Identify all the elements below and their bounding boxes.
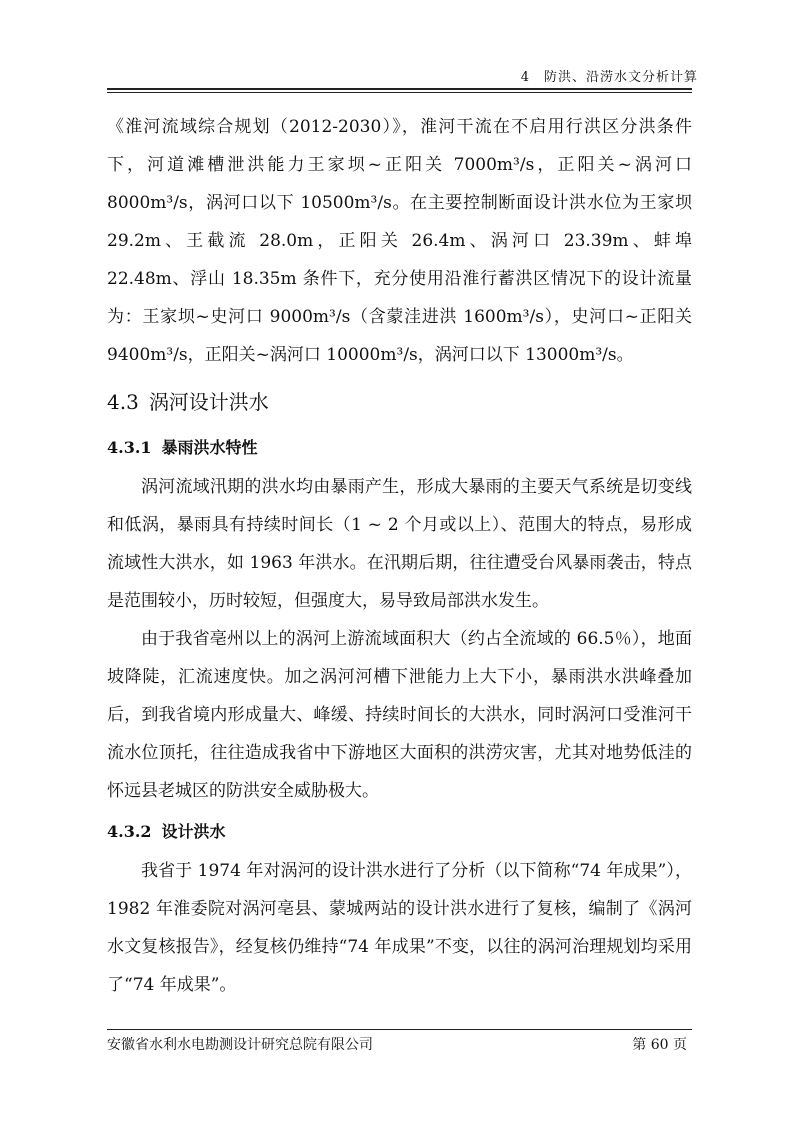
flood-formation-paragraph: 由于我省亳州以上的涡河上游流域面积大（约占全流域的 66.5％），地面坡降陡，汇流速度快。加之涡河河槽下泄能力上大下小，暴雨洪水洪峰叠加后，到我省境内形成量大、峰缓、持续时间长的大洪水，同时涡河口受淮河干流水位顶托，往往造成我省中下游地区大面积的洪涝灾害，尤其对地势低洼的怀远县老城区的防洪安全威胁极大。 [107, 629, 692, 801]
intro-paragraph: 《淮河流域综合规划（2012-2030）》，淮河干流在不启用行洪区分洪条件下，河道滩槽泄洪能力王家坝~正阳关 7000m³/s，正阳关~涡河口 8000m³/s，涡河口以下 10500m³/s。在主要控制断面设计洪水位为王家坝 29.2m、王截流 28.0m，正阳关 26.4m、涡河口 23.39m、蚌埠 22.48m、浮山 18.35m 条件下，充分使用沿淮行蓄洪区情况下的设计流量为：王家坝~史河口 9000m³/s（含蒙洼进洪 1600m³/s），史河口~正阳关 9400m³/s，正阳关~涡河口 10000m³/s，涡河口以下 13000m³/s。 [107, 117, 692, 365]
page-number: 第 60 页 [632, 1037, 687, 1053]
header-rule [107, 88, 692, 90]
subsection-heading-4-3-1 [107, 428, 692, 468]
footer-rule [107, 1029, 692, 1030]
section-heading-4-3 [107, 382, 692, 422]
subsection-title: 设计洪水 [161, 822, 226, 841]
storm-characteristics-paragraph: 涡河流域汛期的洪水均由暴雨产生，形成大暴雨的主要天气系统是切变线和低涡，暴雨具有持续时间长（1 ~ 2 个月或以上）、范围大的特点，易形成流域性大洪水，如 1963 年洪水。在汛期后期，往往遭受台风暴雨袭击，特点是范围较小，历时较短，但强度大，易导致局部洪水发生。 [107, 477, 692, 611]
subsection-number: 4.3.2 [107, 822, 152, 841]
subsection-title: 暴雨洪水特性 [161, 438, 258, 457]
section-number: 4.3 [107, 390, 139, 414]
page-body [107, 108, 692, 1004]
footer-organization: 安徽省水利水电勘测设计研究总院有限公司 [107, 1037, 373, 1053]
design-flood-paragraph: 我省于 1974 年对涡河的设计洪水进行了分析（以下简称“74 年成果”），1982 年淮委院对涡河亳县、蒙城两站的设计洪水进行了复核，编制了《涡河水文复核报告》，经复核仍维持“74 年成果”不变，以往的涡河治理规划均采用了“74 年成果”。 [107, 861, 692, 995]
section-title: 涡河设计洪水 [148, 390, 269, 414]
subsection-number: 4.3.1 [107, 438, 152, 457]
running-header: 4 防洪、沿涝水文分析计算 [520, 70, 698, 85]
subsection-heading-4-3-2 [107, 812, 692, 852]
